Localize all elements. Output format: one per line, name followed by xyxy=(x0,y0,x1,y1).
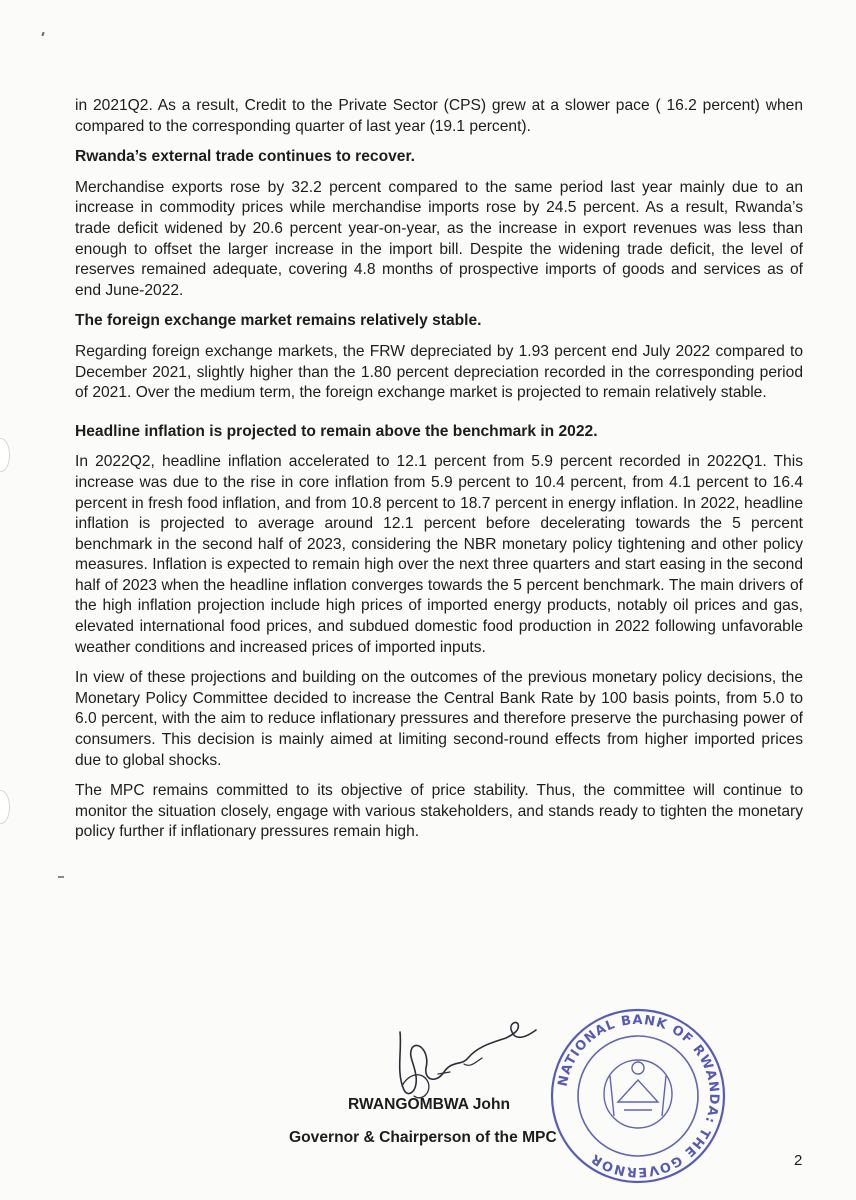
paragraph: In 2022Q2, headline inflation accelerated to 12.1 percent from 5.9 percent recorded in 2022Q1. This increase was due to the rise in core inflation from 5.9 percent to 10.4 percent, from 4.1 percent to 16.4 percent in fresh food inflation, and from 10.8 percent to 18.7 percent in energy inflation. In 2022, headline inflation is projected to average around 12.1 percent before decelerating towards the 5 percent benchmark in the second half of 2023, considering the NBR monetary policy tightening and other policy measures. Inflation is expected to remain high over the next three quarters and start easing in the second half of 2023 when the headline inflation converges towards the 5 percent benchmark. The main drivers of the high inflation projection include high prices of imported energy products, notably oil prices and gas, elevated international food prices, and subdued domestic food production in 2022 following unfavorable weather conditions and increased prices of imported inputs. xyxy=(75,453,803,656)
svg-text:NATIONAL BANK OF RWANDA: THE G: NATIONAL BANK OF RWANDA: THE GOVERNOR xyxy=(555,1012,722,1180)
official-stamp xyxy=(548,1006,728,1186)
section-heading: Headline inflation is projected to remain above the benchmark in 2022. xyxy=(75,422,598,440)
scan-mark xyxy=(41,32,44,36)
punch-hole xyxy=(0,790,10,824)
section-heading: Rwanda’s external trade continues to recover. xyxy=(75,148,416,166)
paragraph: in 2021Q2. As a result, Credit to the Private Sector (CPS) grew at a slower pace ( 16.2 percent) when compared to the corresponding quarter of last year (19.1 percent). xyxy=(75,97,803,135)
signatory-name: RWANGOMBWA John xyxy=(348,1096,510,1113)
body-text xyxy=(75,96,803,853)
scan-mark xyxy=(58,876,64,878)
page-number: 2 xyxy=(794,1152,803,1169)
paragraph: In view of these projections and building on the outcomes of the previous monetary policy decisions, the Monetary Policy Committee decided to increase the Central Bank Rate by 100 basis points, from 5.0 to 6.0 percent, with the aim to reduce inflationary pressures and therefore preserve the purchasing power of consumers. This decision is mainly aimed at limiting second-round effects from higher imported prices due to global shocks. xyxy=(75,669,803,769)
paragraph: Merchandise exports rose by 32.2 percent compared to the same period last year mainly due to an increase in commodity prices while merchandise imports rose by 24.5 percent. As a result, Rwanda’s trade deficit widened by 20.6 percent year-on-year, as the increase in export revenues was less than enough to offset the larger increase in the import bill. Despite the widening trade deficit, the level of reserves remained adequate, covering 4.8 months of prospective imports of goods and services as of end June-2022. xyxy=(75,178,803,299)
section-heading: The foreign exchange market remains relatively stable. xyxy=(75,312,482,330)
paragraph: Regarding foreign exchange markets, the FRW depreciated by 1.93 percent end July 2022 compared to December 2021, slightly higher than the 1.80 percent depreciation recorded in the corresponding period of 2021. Over the medium term, the foreign exchange market is projected to remain relatively stable. xyxy=(75,342,803,402)
paragraph: The MPC remains committed to its objective of price stability. Thus, the committee will continue to monitor the situation closely, engage with various stakeholders, and stands ready to tighten the monetary policy further if inflationary pressures remain high. xyxy=(75,782,803,841)
signatory-title: Governor & Chairperson of the MPC xyxy=(289,1129,557,1146)
punch-hole xyxy=(0,438,10,472)
